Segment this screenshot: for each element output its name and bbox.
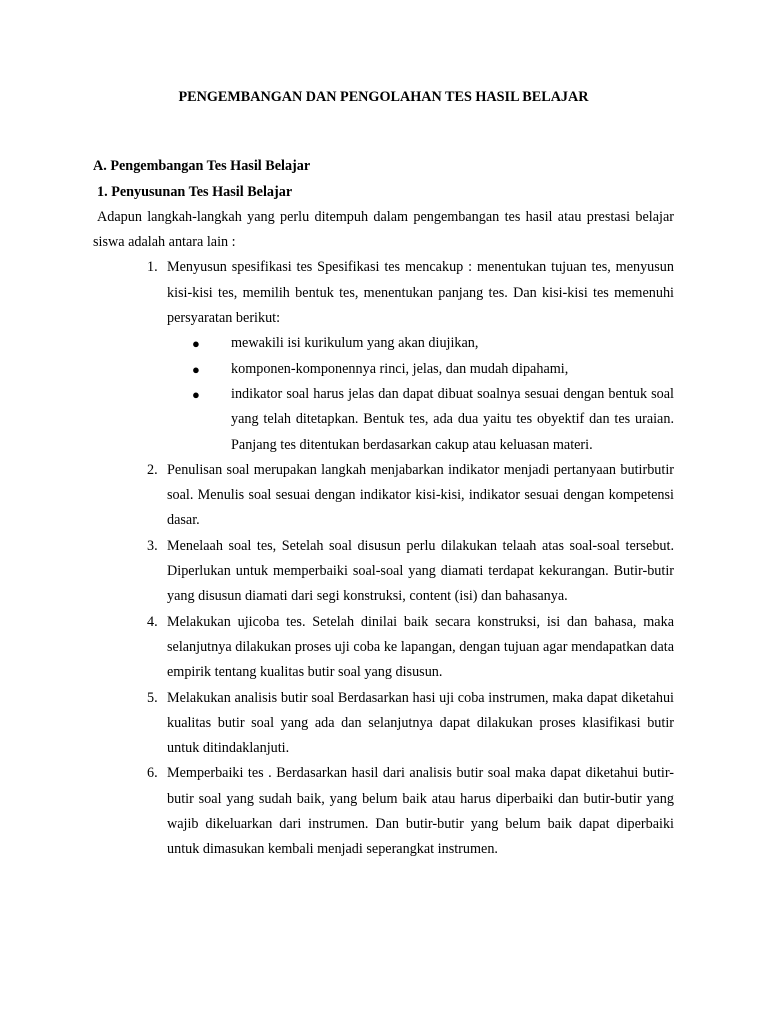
steps-list (93, 255, 674, 862)
step-number: 6. (147, 765, 158, 782)
bullet-text: mewakili isi kurikulum yang akan diujikan, (231, 335, 479, 352)
step-number: 4. (147, 613, 158, 630)
step-number: 5. (147, 689, 158, 706)
list-item (167, 382, 674, 458)
step-text: Menelaah soal tes, Setelah soal disusun perlu dilakukan telaah atas soal-soal tersebut. Diperlukan untuk memperbaiki soal-soal yang diamati terdapat kekurangan. Butir-butir yang disusun diamati dari segi konstruksi, content (isi) dan bahasanya. (167, 537, 674, 605)
step-number: 2. (147, 461, 158, 478)
step-number: 1. (147, 259, 158, 276)
intro-paragraph: Adapun langkah-langkah yang perlu ditempuh dalam pengembangan tes hasil atau prestasi belajar siswa adalah antara lain : (93, 208, 674, 251)
sub-heading: 1. Penyusunan Tes Hasil Belajar (97, 183, 293, 200)
bullet-list (167, 331, 674, 457)
bullet-text: indikator soal harus jelas dan dapat dibuat soalnya sesuai dengan bentuk soal yang telah ditetapkan. Bentuk tes, ada dua yaitu tes obyektif dan tes uraian. Panjang tes ditentukan berdasarkan cakup atau keluasan materi. (231, 385, 674, 453)
document-title: PENGEMBANGAN DAN PENGOLAHAN TES HASIL BELAJAR (178, 89, 589, 105)
list-item (93, 255, 674, 457)
bullet-icon: ● (192, 361, 200, 377)
list-item (93, 534, 674, 610)
step-text: Penulisan soal merupakan langkah menjabarkan indikator menjadi pertanyaan butirbutir soal. Menulis soal sesuai dengan indikator kisi-kisi, indikator sesuai dengan kompetensi dasar. (167, 461, 674, 529)
section-heading: A. Pengembangan Tes Hasil Belajar (93, 158, 311, 175)
list-item (167, 357, 674, 382)
list-item (93, 761, 674, 862)
list-item (167, 331, 674, 356)
list-item (93, 686, 674, 762)
step-number: 3. (147, 537, 158, 554)
bullet-icon: ● (192, 336, 200, 352)
step-text: Melakukan analisis butir soal Berdasarkan hasi uji coba instrumen, maka dapat diketahui kualitas butir soal yang ada dan selanjutnya dapat dilakukan proses klasifikasi butir untuk ditindaklanjuti. (167, 689, 674, 757)
bullet-icon: ● (192, 386, 200, 402)
list-item (93, 458, 674, 534)
step-text: Melakukan ujicoba tes. Setelah dinilai baik secara konstruksi, isi dan bahasa, maka selanjutnya dilakukan proses uji coba ke lapangan, dengan tujuan agar mendapatkan data empirik tentang kualitas butir soal yang disusun. (167, 613, 674, 681)
step-text: Memperbaiki tes . Berdasarkan hasil dari analisis butir soal maka dapat diketahui butir-butir soal yang sudah baik, yang belum baik atau harus diperbaiki dan butir-butir yang wajib dikeluarkan dari instrumen. Dan butir-butir yang belum baik dapat diperbaiki untuk dimasukan kembali menjadi seperangkat instrumen. (167, 765, 674, 858)
bullet-text: komponen-komponennya rinci, jelas, dan mudah dipahami, (231, 360, 569, 377)
list-item (93, 610, 674, 686)
step-text: Menyusun spesifikasi tes Spesifikasi tes mencakup : menentukan tujuan tes, menyusun kisi-kisi tes, memilih bentuk tes, menentukan panjang tes. Dan kisi-kisi tes memenuhi persyaratan berikut: (167, 259, 674, 327)
